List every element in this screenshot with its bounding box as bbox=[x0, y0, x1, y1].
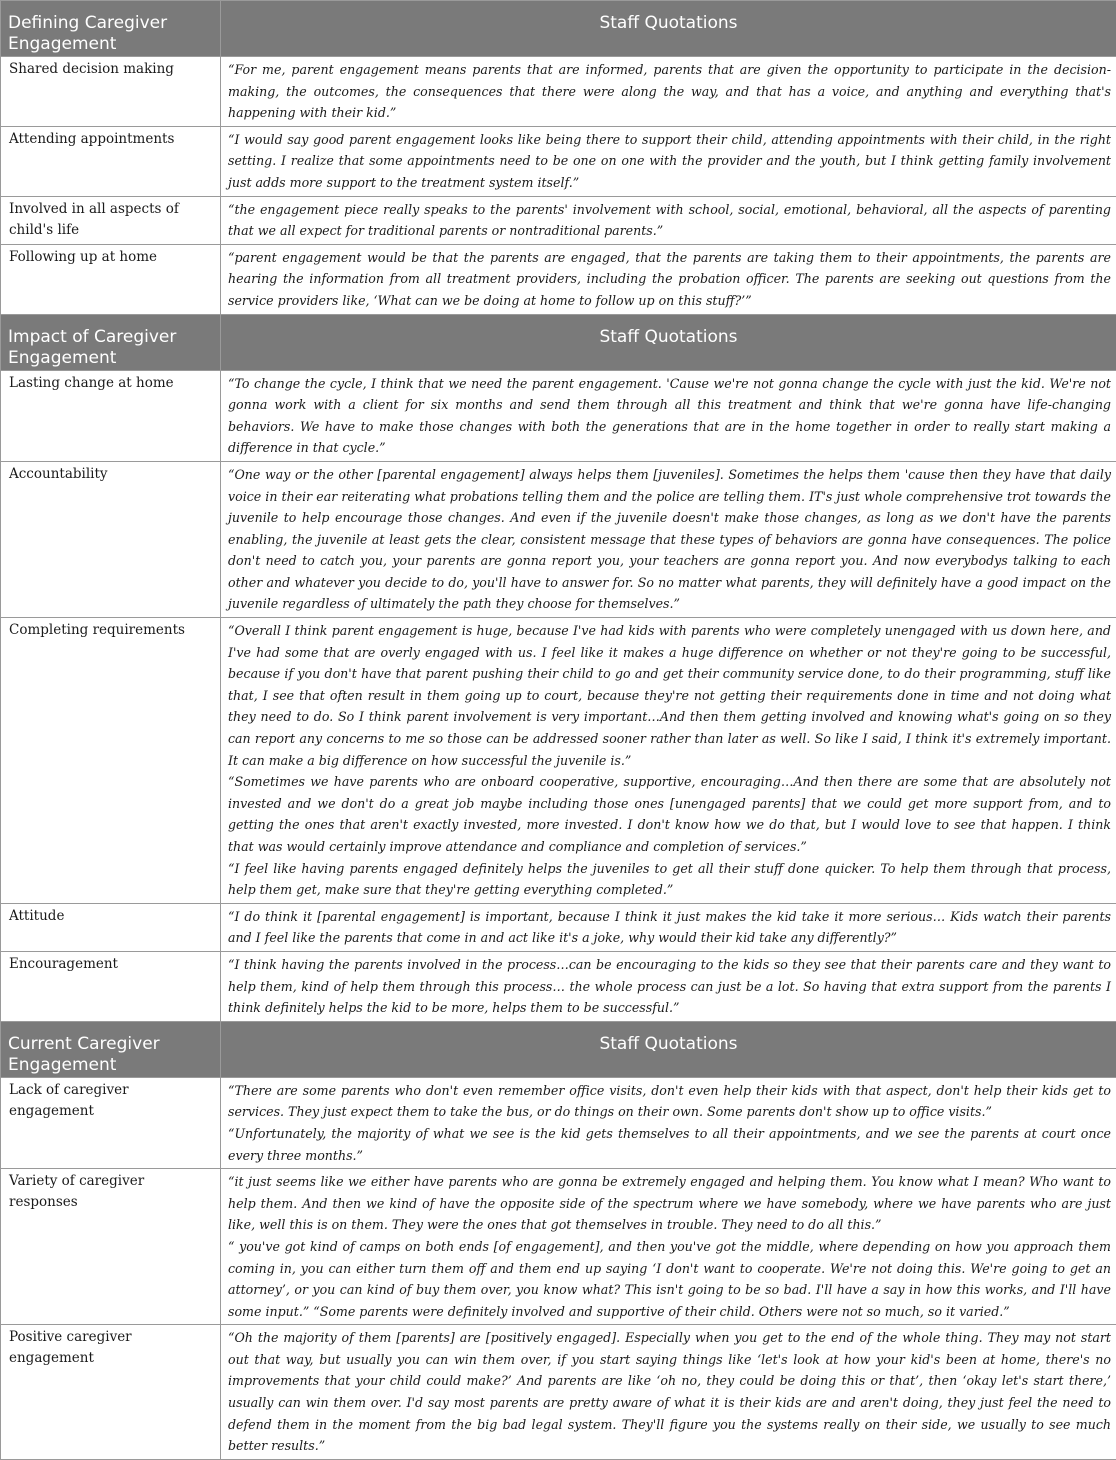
quote-text: “I feel like having parents engaged definitely helps the juveniles to get all their stuff done quicker. To help them through that process, help them get, make sure that they're getting everything completed.” bbox=[228, 858, 1111, 901]
quote-cell bbox=[221, 196, 1116, 244]
quote-text: “There are some parents who don't even remember office visits, don't even help their kids with that aspect, don't help their kids get to services. They just expect them to take the bus, or do things on their own. Some parents don't show up to office visits.” bbox=[228, 1080, 1111, 1123]
quote-text: “it just seems like we either have parents who are gonna be extremely engaged and helping them. You know what I mean? Who want to help them. And then we kind of have the opposite side of the spectrum where we have somebody, where we have parents who are just like, well this is on them. They were the ones that got themselves in trouble. They need to do all this.” bbox=[228, 1171, 1111, 1236]
section-title: Defining Caregiver Engagement bbox=[1, 1, 221, 57]
quote-cell bbox=[221, 903, 1116, 951]
column-header-staff-quotations: Staff Quotations bbox=[221, 1, 1116, 57]
theme-label: Following up at home bbox=[1, 244, 221, 314]
quote-text: “Overall I think parent engagement is huge, because I've had kids with parents who were completely unengaged with us down here, and I've had some that are overly engaged with us. I feel like it makes a huge difference on whether or not they're going to be successful, because if you don't have that parent pushing their child to go and get their community service done, to do their programming, stuff like that, I see that often result in them going up to court, because they're not getting their requirements done in time and not doing what they need to do. So I think parent involvement is very important…And then them getting involved and knowing what's going on so they can report any concerns to me so those can be addressed sooner rather than later as well. So like I said, I think it's extremely important. It can make a big difference on how successful the juvenile is.” bbox=[228, 620, 1111, 771]
table-row bbox=[1, 618, 1116, 904]
quote-text: “I think having the parents involved in the process…can be encouraging to the kids so they see that their parents care and they want to help them, kind of help them through this process… the whole process can just be a lot. So having that extra support from the parents I think definitely helps the kid to be more, helps them to be successful.” bbox=[228, 954, 1111, 1019]
quote-text: “Oh the majority of them [parents] are [positively engaged]. Especially when you get to the end of the whole thing. They may not start out that way, but usually you can win them over, if you start saying things like ‘let's look at how your kid's been at home, there's no improvements that your child could make?’ And parents are like ‘oh no, they could be doing this or that’, then ‘okay let's start there,’ usually can win them over. I'd say most parents are pretty aware of what it is their kids are and aren't doing, they just feel the need to defend them in the moment from the big bad legal system. They'll figure you the systems really on their side, we usually to see much better results.” bbox=[228, 1327, 1111, 1457]
section-header-row bbox=[1, 1021, 1116, 1077]
table-row bbox=[1, 461, 1116, 617]
section-title: Current Caregiver Engagement bbox=[1, 1021, 221, 1077]
quote-cell bbox=[221, 618, 1116, 904]
quote-cell bbox=[221, 57, 1116, 127]
theme-label: Completing requirements bbox=[1, 618, 221, 904]
quote-text: “I do think it [parental engagement] is important, because I think it just makes the kid take it more serious… Kids watch their parents and I feel like the parents that come in and act like it's a joke, why would their kid take any differently?” bbox=[228, 906, 1111, 949]
table-row bbox=[1, 244, 1116, 314]
quote-cell bbox=[221, 1077, 1116, 1168]
table-row bbox=[1, 1169, 1116, 1325]
table-row bbox=[1, 57, 1116, 127]
table-row bbox=[1, 951, 1116, 1021]
table-row bbox=[1, 903, 1116, 951]
table-row bbox=[1, 370, 1116, 461]
table-row bbox=[1, 196, 1116, 244]
quote-text: “ you've got kind of camps on both ends [of engagement], and then you've got the middle, where depending on how you approach them coming in, you can either turn them off and them end up saying ‘I don't want to cooperate. We're not doing this. We're going to get an attorney’, or you can kind of buy them over, you know what? This isn't going to be so bad. I'll have a say in how this works, and I'll have some input.” “Some parents were definitely involved and supportive of their child. Others were not so much, so it varied.” bbox=[228, 1236, 1111, 1322]
theme-label: Variety of caregiver responses bbox=[1, 1169, 221, 1325]
quote-text: “To change the cycle, I think that we need the parent engagement. 'Cause we're not gonna change the cycle with just the kid. We're not gonna work with a client for six months and send them through all this treatment and think that we're gonna have life-changing behaviors. We have to make those changes with both the generations that are in the home together in order to really start making a difference in that cycle.” bbox=[228, 373, 1111, 459]
theme-label: Attitude bbox=[1, 903, 221, 951]
table-row bbox=[1, 1325, 1116, 1460]
section-header-row bbox=[1, 1, 1116, 57]
quote-text: “Sometimes we have parents who are onboard cooperative, supportive, encouraging…And then there are some that are absolutely not invested and we don't do a great job maybe including those ones [unengaged parents] that we could get more support from, and to getting the ones that aren't exactly invested, more invested. I don't know how we do that, but I would love to see that happen. I think that was would certainly improve attendance and compliance and completion of services.” bbox=[228, 771, 1111, 857]
quote-cell bbox=[221, 1169, 1116, 1325]
theme-label: Accountability bbox=[1, 461, 221, 617]
theme-label: Attending appointments bbox=[1, 126, 221, 196]
table-row bbox=[1, 1077, 1116, 1168]
quote-cell bbox=[221, 244, 1116, 314]
theme-label: Lasting change at home bbox=[1, 370, 221, 461]
theme-label: Positive caregiver engagement bbox=[1, 1325, 221, 1460]
quote-cell bbox=[221, 951, 1116, 1021]
table-body bbox=[1, 1, 1116, 1460]
theme-label: Involved in all aspects of child's life bbox=[1, 196, 221, 244]
quote-cell bbox=[221, 126, 1116, 196]
quote-text: “parent engagement would be that the parents are engaged, that the parents are taking them to their appointments, the parents are hearing the information from all treatment providers, including the probation officer. The parents are seeking out questions from the service providers like, ‘What can we be doing at home to follow up on this stuff?’” bbox=[228, 247, 1111, 312]
quote-cell bbox=[221, 370, 1116, 461]
theme-label: Encouragement bbox=[1, 951, 221, 1021]
column-header-staff-quotations: Staff Quotations bbox=[221, 314, 1116, 370]
quote-cell bbox=[221, 1325, 1116, 1460]
quote-text: “I would say good parent engagement looks like being there to support their child, attending appointments with their child, in the right setting. I realize that some appointments need to be one on one with the provider and the youth, but I think getting family involvement just adds more support to the treatment system itself.” bbox=[228, 129, 1111, 194]
theme-label: Lack of caregiver engagement bbox=[1, 1077, 221, 1168]
table-row bbox=[1, 126, 1116, 196]
column-header-staff-quotations: Staff Quotations bbox=[221, 1021, 1116, 1077]
quote-text: “the engagement piece really speaks to the parents' involvement with school, social, emotional, behavioral, all the aspects of parenting that we all expect for traditional parents or nontraditional parents.” bbox=[228, 199, 1111, 242]
theme-label: Shared decision making bbox=[1, 57, 221, 127]
quote-text: “Unfortunately, the majority of what we see is the kid gets themselves to all their appointments, and we see the parents at court once every three months.” bbox=[228, 1123, 1111, 1166]
quote-text: “For me, parent engagement means parents that are informed, parents that are given the opportunity to participate in the decision-making, the outcomes, the consequences that there were along the way, and that has a voice, and anything and everything that's happening with their kid.” bbox=[228, 59, 1111, 124]
section-header-row bbox=[1, 314, 1116, 370]
quote-text: “One way or the other [parental engagement] always helps them [juveniles]. Sometimes the helps them 'cause then they have that daily voice in their ear reiterating what probations telling them and the police are telling them. IT's just whole comprehensive trot towards the juvenile to help encourage those changes. And even if the juvenile doesn't make those changes, as long as we don't have the parents enabling, the juvenile at least gets the clear, consistent message that these types of behaviors are gonna have consequences. The police don't need to catch you, your parents are gonna report you, your teachers are gonna report you. And now everybodys talking to each other and whatever you decide to do, you'll have to answer for. So no matter what parents, they will definitely have a good impact on the juvenile regardless of ultimately the path they choose for themselves.” bbox=[228, 464, 1111, 615]
quote-cell bbox=[221, 461, 1116, 617]
section-title: Impact of Caregiver Engagement bbox=[1, 314, 221, 370]
